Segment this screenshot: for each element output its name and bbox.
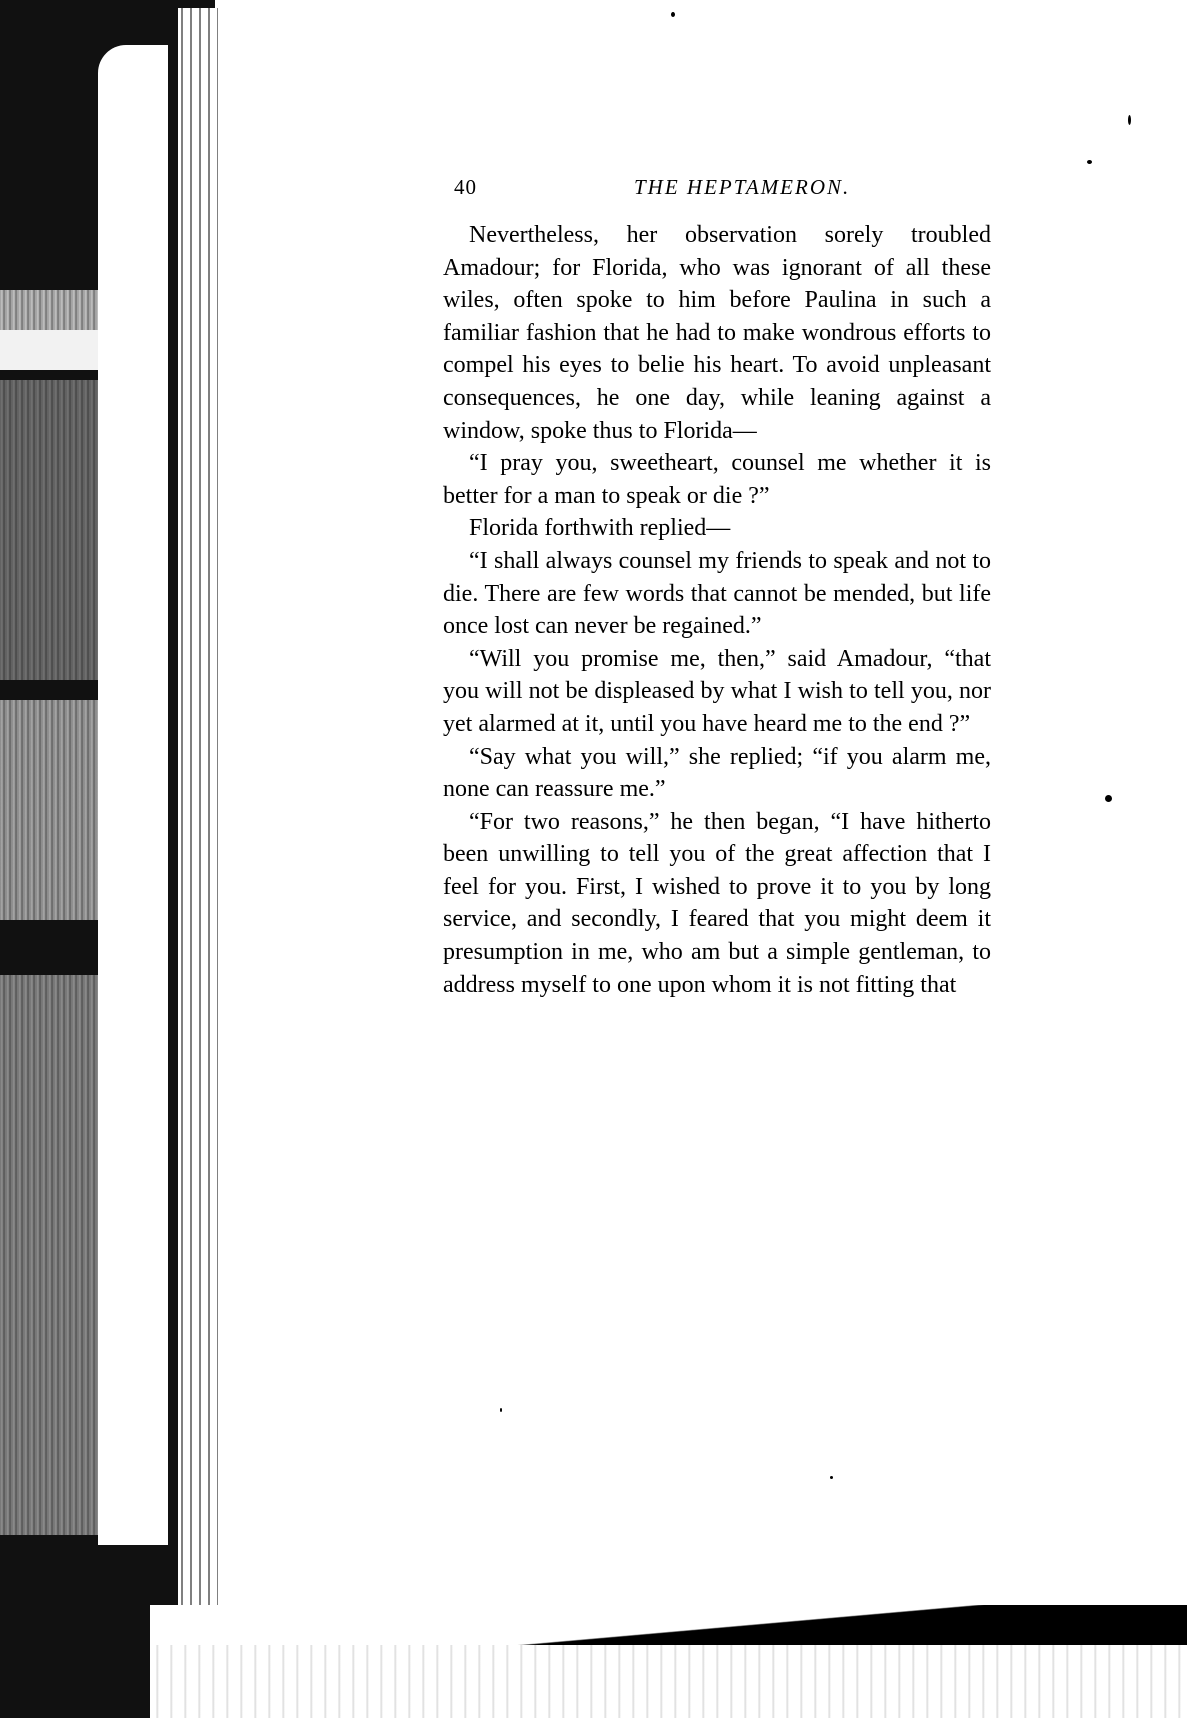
- scan-speck: [830, 1476, 833, 1479]
- scan-speck: [500, 1408, 502, 1412]
- paragraph: “Say what you will,” she replied; “if you alarm me, none can reassure me.”: [443, 743, 991, 803]
- page-stack-lines: [178, 8, 218, 1658]
- bottom-scan-noise: [150, 1645, 1187, 1718]
- scan-speck: [1128, 115, 1131, 125]
- paragraph: Nevertheless, her observation sorely troubled Amadour; for Florida, who was ignorant of all these wiles, often spoke to him before Paulina in such a familiar fashion that he had to make wondrous efforts to compel his eyes to belie his heart. To avoid unpleasant consequences, he one day, while leaning against a window, spoke thus to Florida—: [443, 222, 991, 444]
- paragraph: “I pray you, sweetheart, counsel me whether it is better for a man to speak or die ?”: [443, 450, 991, 509]
- scan-speck: [671, 12, 675, 17]
- paragraph: Florida forthwith replied—: [469, 515, 731, 542]
- page-number: 40: [454, 175, 477, 199]
- paragraph: “For two reasons,” he then began, “I have hitherto been unwilling to tell you of the great affection that I feel for you. First, I wished to prove it to you by long service, and secondly, I feared that you might deem it presumption in me, who am but a simple gentleman, to address myself to one upon whom it is not fitting that: [443, 808, 991, 998]
- scan-speck: [1105, 795, 1112, 802]
- body-text: [443, 219, 991, 1001]
- paragraph: “I shall always counsel my friends to speak and not to die. There are few words that cannot be mended, but life once lost can never be regained.”: [443, 547, 991, 640]
- scan-speck: [1087, 160, 1092, 164]
- paragraph: “Will you promise me, then,” said Amadour, “that you will not be displeased by what I wish to tell you, nor yet alarmed at it, until you have heard me to the end ?”: [443, 645, 991, 737]
- page-edge: [98, 45, 168, 1545]
- page-header: [454, 175, 999, 205]
- book-spine: [0, 0, 215, 1718]
- running-title: THE HEPTAMERON.: [634, 175, 851, 199]
- spine-highlight: [0, 330, 110, 370]
